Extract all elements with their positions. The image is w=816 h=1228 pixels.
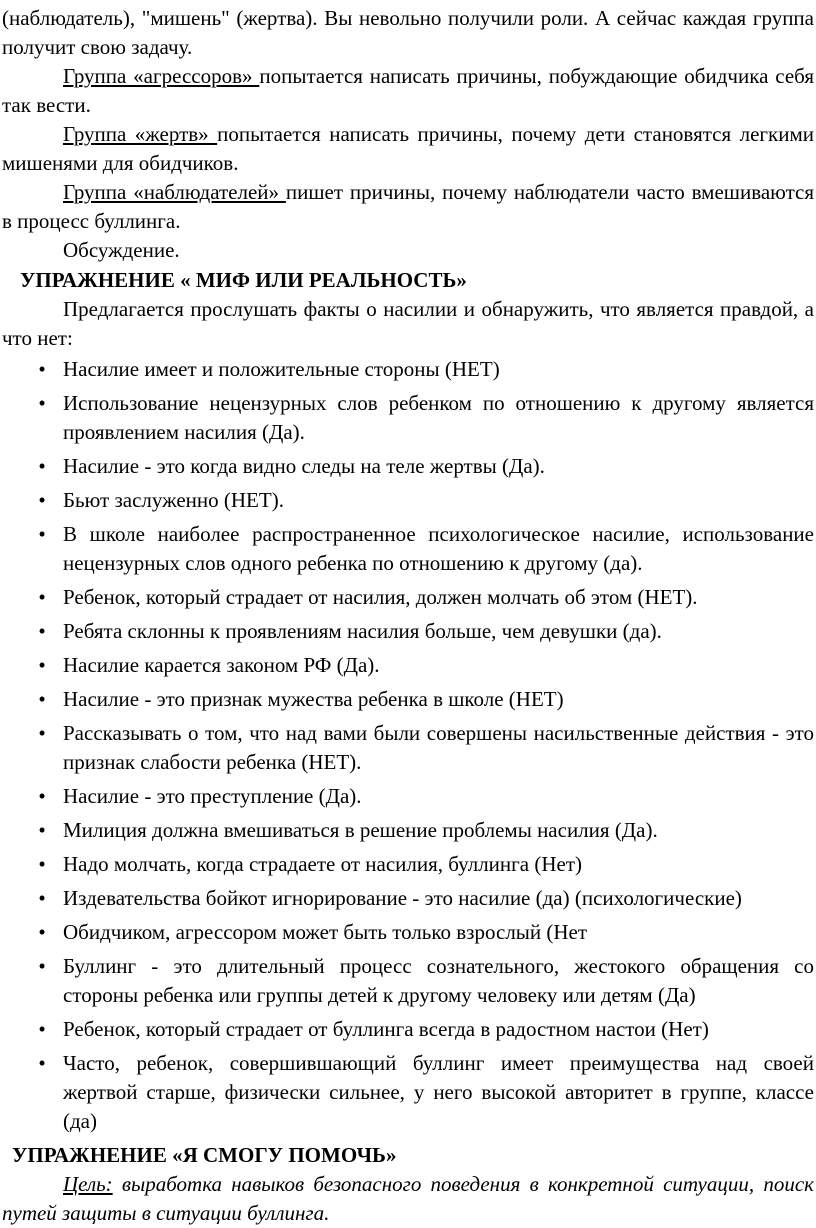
fact-item <box>2 952 814 1010</box>
group-observers-paragraph <box>2 178 814 236</box>
fact-item <box>2 1049 814 1136</box>
bullet-icon: • <box>38 886 46 910</box>
group-aggressors-text: попытается написать причины, побуждающие обидчика себя так вести. <box>2 64 814 117</box>
fact-item <box>2 583 814 612</box>
bullet-icon: • <box>38 585 46 609</box>
discussion-line: Обсуждение. <box>63 238 180 262</box>
fact-text: Ребенок, который страдает от насилия, должен молчать об этом (НЕТ). <box>63 585 698 609</box>
fact-item <box>2 486 814 515</box>
bullet-icon: • <box>38 852 46 876</box>
fact-item <box>2 850 814 879</box>
bullet-icon: • <box>38 357 46 381</box>
bullet-icon: • <box>38 522 46 546</box>
group-victims-text: попытается написать причины, почему дети становятся легкими мишенями для обидчиков. <box>2 122 814 175</box>
group-observers-label: Группа «наблюдателей» <box>63 180 286 204</box>
bullet-icon: • <box>38 920 46 944</box>
group-aggressors-paragraph <box>2 62 814 120</box>
bullet-icon: • <box>38 488 46 512</box>
fact-item <box>2 884 814 913</box>
fact-item <box>2 617 814 646</box>
fact-text: Рассказывать о том, что над вами были совершены насильственные действия - это признак слабости ребенка (НЕТ). <box>63 721 814 774</box>
fact-text: Ребята склонны к проявлениям насилия больше, чем девушки (да). <box>63 619 662 643</box>
goal-label: Цель: <box>63 1172 113 1196</box>
fact-item <box>2 389 814 447</box>
bullet-icon: • <box>38 454 46 478</box>
bullet-icon: • <box>38 954 46 978</box>
group-victims-paragraph <box>2 120 814 178</box>
bullet-icon: • <box>38 784 46 808</box>
fact-text: Насилие имеет и положительные стороны (НЕТ) <box>63 357 500 381</box>
bullet-icon: • <box>38 391 46 415</box>
fact-text: В школе наиболее распространенное психологическое насилие, использование нецензурных слов одного ребенка по отношению к другому (да). <box>63 522 814 575</box>
bullet-icon: • <box>38 1051 46 1075</box>
intro-paragraph: (наблюдатель), "мишень" (жертва). Вы невольно получили роли. А сейчас каждая группа получит свою задачу. <box>2 6 814 59</box>
exercise-myth-intro: Предлагается прослушать факты о насилии и обнаружить, что является правдой, а что нет: <box>2 297 814 350</box>
facts-list <box>2 355 814 1136</box>
fact-text: Буллинг - это длительный процесс сознательного, жестокого обращения со стороны ребенка или группы детей к другому человеку или детям (Да) <box>63 954 814 1007</box>
fact-item <box>2 719 814 777</box>
group-victims-label: Группа «жертв» <box>63 122 218 146</box>
fact-item <box>2 355 814 384</box>
fact-text: Насилие - это преступление (Да). <box>63 784 362 808</box>
goal-text: выработка навыков безопасного поведения в конкретной ситуации, поиск путей защиты в ситуации буллинга. <box>2 1172 814 1225</box>
exercise-help-heading: УПРАЖНЕНИЕ «Я СМОГУ ПОМОЧЬ» <box>12 1143 397 1167</box>
fact-text: Милиция должна вмешиваться в решение проблемы насилия (Да). <box>63 818 658 842</box>
fact-text: Использование нецензурных слов ребенком по отношению к другому является проявлением насилия (Да). <box>63 391 814 444</box>
bullet-icon: • <box>38 653 46 677</box>
fact-text: Насилие - это когда видно следы на теле жертвы (Да). <box>63 454 545 478</box>
fact-text: Бьют заслуженно (НЕТ). <box>63 488 284 512</box>
fact-text: Насилие карается законом РФ (Да). <box>63 653 380 677</box>
fact-item <box>2 520 814 578</box>
fact-item <box>2 651 814 680</box>
bullet-icon: • <box>38 687 46 711</box>
fact-item <box>2 685 814 714</box>
group-aggressors-label: Группа «агрессоров» <box>63 64 260 88</box>
bullet-icon: • <box>38 619 46 643</box>
exercise-help-goal <box>2 1170 814 1228</box>
bullet-icon: • <box>38 1017 46 1041</box>
fact-item <box>2 816 814 845</box>
fact-text: Ребенок, который страдает от буллинга всегда в радостном настои (Нет) <box>63 1017 709 1041</box>
bullet-icon: • <box>38 721 46 745</box>
fact-item <box>2 452 814 481</box>
fact-item <box>2 918 814 947</box>
exercise-myth-heading: УПРАЖНЕНИЕ « МИФ ИЛИ РЕАЛЬНОСТЬ» <box>20 268 467 292</box>
fact-text: Часто, ребенок, совершившающий буллинг имеет преимущества над своей жертвой старше, физически сильнее, у него высокой авторитет в группе, классе (да) <box>63 1051 814 1133</box>
group-observers-text: пишет причины, почему наблюдатели часто вмешиваются в процесс буллинга. <box>2 180 814 233</box>
fact-text: Обидчиком, агрессором может быть только взрослый (Нет <box>63 920 588 944</box>
fact-text: Насилие - это признак мужества ребенка в школе (НЕТ) <box>63 687 564 711</box>
fact-text: Надо молчать, когда страдаете от насилия, буллинга (Нет) <box>63 852 582 876</box>
fact-item <box>2 782 814 811</box>
fact-text: Издевательства бойкот игнорирование - это насилие (да) (психологические) <box>63 886 742 910</box>
bullet-icon: • <box>38 818 46 842</box>
fact-item <box>2 1015 814 1044</box>
